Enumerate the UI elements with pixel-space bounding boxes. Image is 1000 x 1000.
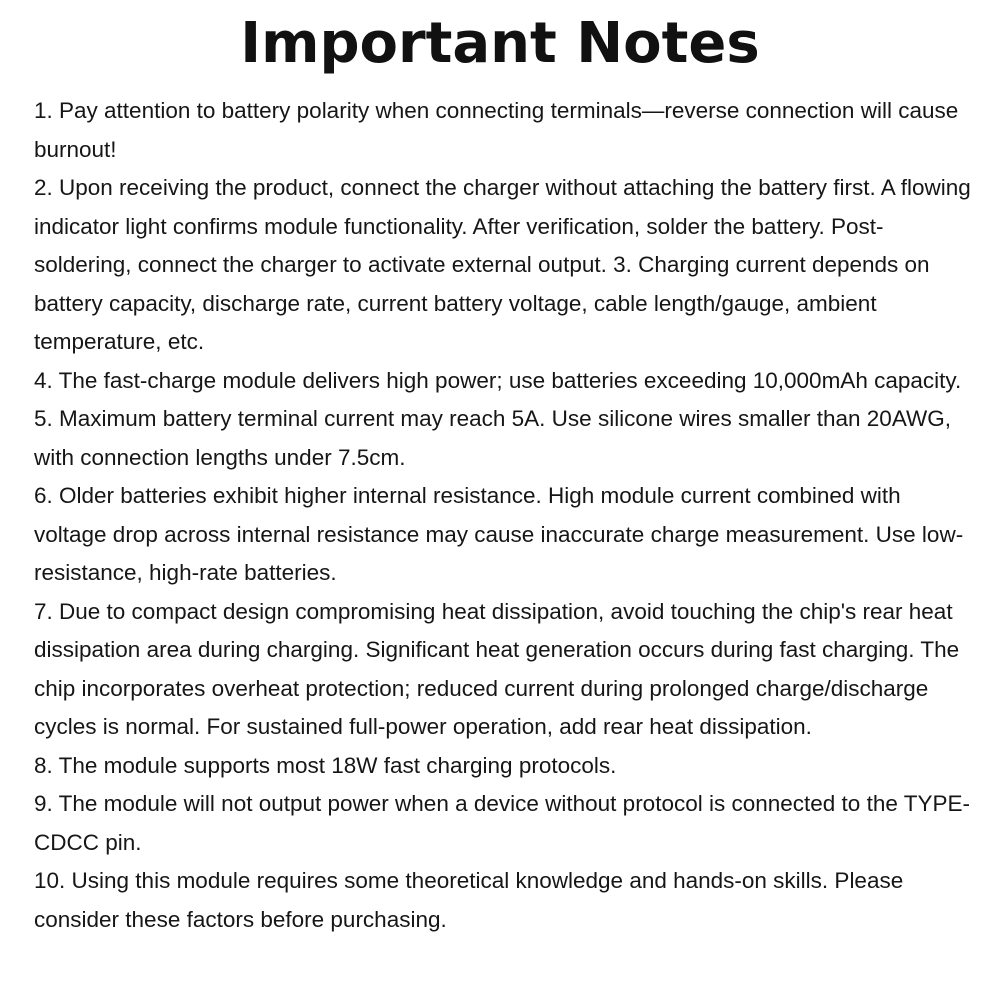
note-item-7: 9. The module will not output power when a device without protocol is connected to the TYPE-CDCC pin. [34, 791, 970, 855]
note-item-4: 6. Older batteries exhibit higher internal resistance. High module current combined with voltage drop across internal resistance may cause inaccurate charge measurement. Use low-resistance, high-rate batteries. [34, 483, 964, 585]
note-item-2: 2. Upon receiving the product, connect the charger without attaching the battery first. A flowing indicator light confirms module functionality. After verification, solder the battery. Post-soldering, connect the charger to activate external output. 3. Charging current depends on battery capacity, discharge rate, current battery voltage, cable length/gauge, ambient temperature, etc. [34, 175, 971, 354]
note-item-3: 4. The fast-charge module delivers high power; use batteries exceeding 10,000mAh capacity. 5. Maximum battery terminal current may reach 5A. Use silicone wires smaller than 20AWG, with connection lengths under 7.5cm. [34, 367, 962, 470]
note-item-6: 8. The module supports most 18W fast charging protocols. [34, 752, 617, 778]
note-item-8: 10. Using this module requires some theoretical knowledge and hands-on skills. Please consider these factors before purchasing. [34, 868, 904, 932]
note-item-5: 7. Due to compact design compromising heat dissipation, avoid touching the chip's rear heat dissipation area during charging. Significant heat generation occurs during fast charging. The chip incorporates overheat protection; reduced current during prolonged charge/discharge cycles is normal. For sustained full-power operation, add rear heat dissipation. [34, 598, 960, 739]
note-item-1: 1. Pay attention to battery polarity when connecting terminals—reverse connection will cause burnout! [34, 98, 959, 162]
notes-list [34, 92, 974, 939]
page-title: Important Notes [240, 11, 760, 76]
